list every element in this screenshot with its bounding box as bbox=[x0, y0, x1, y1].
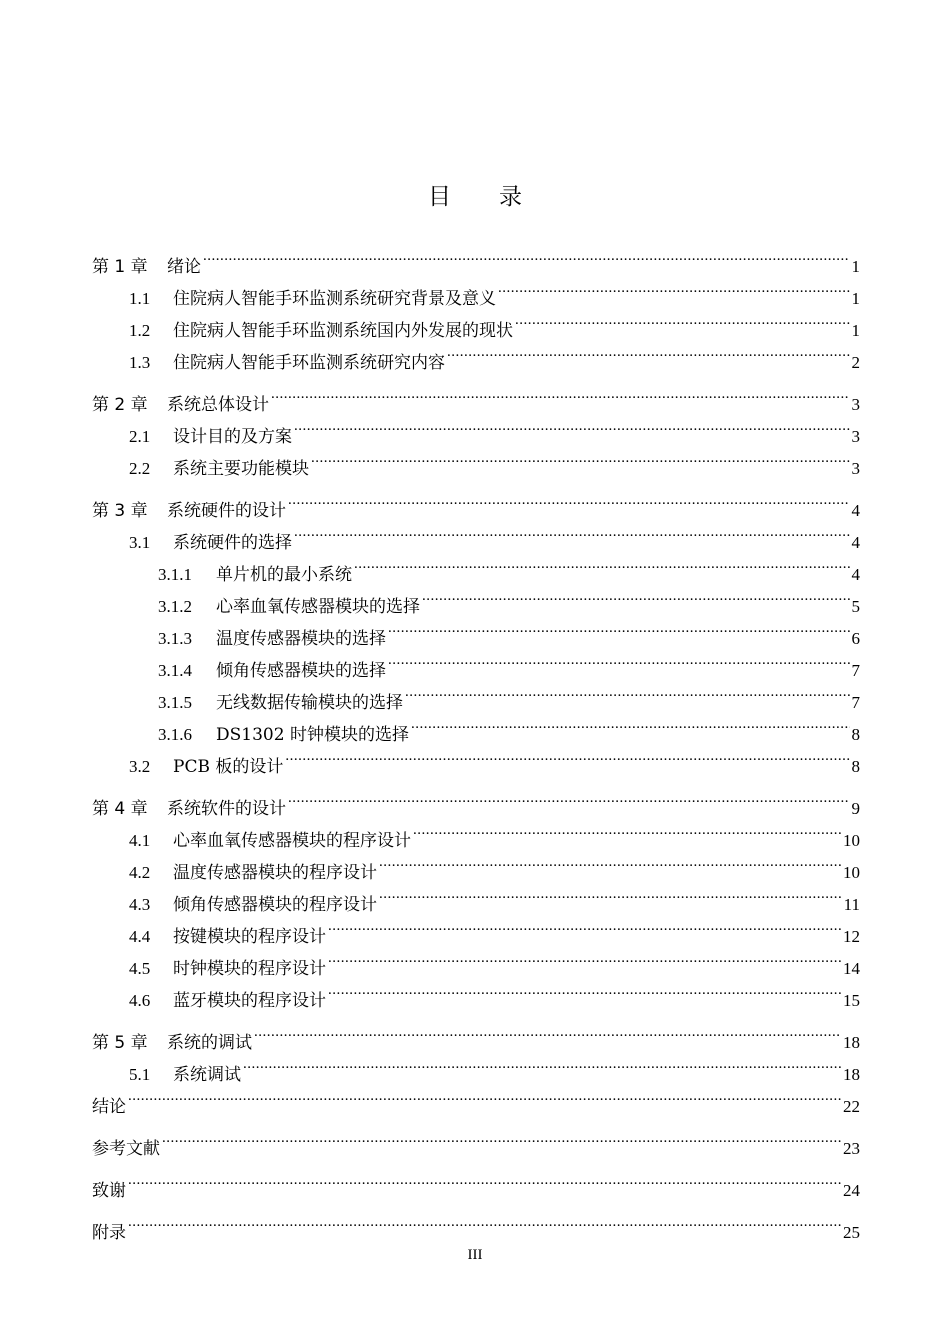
toc-entry-number: 4.4 bbox=[129, 927, 151, 946]
toc-entry-number: 3.1.4 bbox=[158, 661, 192, 680]
toc-entry-page: 15 bbox=[843, 991, 860, 1010]
toc-entry-title: 系统的调试 bbox=[167, 1033, 252, 1053]
toc-dot-leader bbox=[405, 676, 850, 708]
toc-entry-title: 系统总体设计 bbox=[167, 395, 269, 415]
toc-entry-number: 第 5 章 bbox=[92, 1033, 148, 1053]
toc-entry-title: 系统软件的设计 bbox=[167, 799, 286, 819]
toc-entry[interactable] bbox=[92, 846, 860, 883]
toc-entry-title: 倾角传感器模块的选择 bbox=[216, 661, 386, 681]
toc-dot-leader bbox=[422, 580, 850, 612]
toc-entry-title: 温度传感器模块的程序设计 bbox=[173, 863, 377, 883]
toc-entry-number: 3.1.3 bbox=[158, 629, 192, 648]
toc-entry-number: 1.1 bbox=[129, 289, 151, 308]
toc-dot-leader bbox=[413, 814, 841, 846]
toc-entry-number: 第 1 章 bbox=[92, 257, 148, 277]
toc-dot-leader bbox=[354, 548, 850, 580]
toc-entry-page: 2 bbox=[851, 353, 860, 372]
toc-entry-page: 3 bbox=[851, 427, 860, 446]
page-title-char-1: 目 bbox=[428, 184, 451, 210]
toc-dot-leader bbox=[162, 1122, 841, 1154]
toc-dot-leader bbox=[328, 974, 841, 1006]
toc-entry-number: 1.2 bbox=[129, 321, 151, 340]
toc-entry[interactable] bbox=[92, 1016, 860, 1053]
toc-entry-title: 系统硬件的设计 bbox=[167, 501, 286, 521]
toc-dot-leader bbox=[285, 740, 849, 772]
toc-entry-title: 系统主要功能模块 bbox=[173, 459, 309, 479]
toc-entry-page: 3 bbox=[851, 459, 860, 478]
toc-entry-title: 时钟模块的程序设计 bbox=[173, 959, 326, 979]
toc-entry[interactable] bbox=[92, 612, 860, 649]
toc-dot-leader bbox=[128, 1206, 841, 1238]
toc-dot-leader bbox=[328, 910, 841, 942]
toc-entry-page: 8 bbox=[851, 757, 860, 776]
toc-entry-title: 附录 bbox=[92, 1223, 126, 1243]
toc-entry-title: 系统硬件的选择 bbox=[173, 533, 292, 553]
toc-entry-page: 25 bbox=[843, 1223, 860, 1242]
toc-entry[interactable] bbox=[92, 814, 860, 851]
toc-entry[interactable] bbox=[92, 1206, 860, 1243]
toc-entry-title: 蓝牙模块的程序设计 bbox=[173, 991, 326, 1011]
toc-entry[interactable] bbox=[92, 974, 860, 1011]
toc-dot-leader bbox=[128, 1164, 841, 1196]
toc-entry-page: 10 bbox=[843, 831, 860, 850]
toc-dot-leader bbox=[294, 410, 850, 442]
toc-dot-leader bbox=[311, 442, 850, 474]
toc-entry[interactable] bbox=[92, 484, 860, 521]
toc-entry-title: 住院病人智能手环监测系统研究背景及意义 bbox=[173, 289, 496, 309]
toc-entry-title: 设计目的及方案 bbox=[173, 427, 292, 447]
toc-entry[interactable] bbox=[92, 378, 860, 415]
toc-entry-page: 14 bbox=[843, 959, 860, 978]
toc-dot-leader bbox=[288, 782, 850, 814]
toc-entry-page: 1 bbox=[851, 289, 860, 308]
toc-entry[interactable] bbox=[92, 942, 860, 979]
toc-entry[interactable] bbox=[92, 910, 860, 947]
toc-entry-number: 4.6 bbox=[129, 991, 151, 1010]
toc-entry-title: 无线数据传输模块的选择 bbox=[216, 693, 403, 713]
toc-entry[interactable] bbox=[92, 272, 860, 309]
toc-entry-number: 5.1 bbox=[129, 1065, 151, 1084]
toc-entry-number: 4.1 bbox=[129, 831, 151, 850]
toc-dot-leader bbox=[128, 1080, 841, 1112]
page-title bbox=[0, 178, 950, 211]
toc-entry-page: 23 bbox=[843, 1139, 860, 1158]
toc-entry[interactable] bbox=[92, 580, 860, 617]
toc-entry-page: 12 bbox=[843, 927, 860, 946]
toc-entry[interactable] bbox=[92, 1164, 860, 1201]
toc-entry-page: 1 bbox=[851, 257, 860, 276]
toc-entry-title: 倾角传感器模块的程序设计 bbox=[173, 895, 377, 915]
toc-entry[interactable] bbox=[92, 878, 860, 915]
toc-entry-title: 住院病人智能手环监测系统国内外发展的现状 bbox=[173, 321, 513, 341]
toc-entry-page: 22 bbox=[843, 1097, 860, 1116]
toc-dot-leader bbox=[203, 240, 850, 272]
toc-dot-leader bbox=[515, 304, 850, 336]
toc-entry-number: 2.1 bbox=[129, 427, 151, 446]
toc-entry-number: 4.3 bbox=[129, 895, 151, 914]
toc-dot-leader bbox=[294, 516, 850, 548]
toc-entry-number: 4.2 bbox=[129, 863, 151, 882]
toc-entry-page: 10 bbox=[843, 863, 860, 882]
toc-entry-number: 3.2 bbox=[129, 757, 151, 776]
toc-entry-page: 9 bbox=[851, 799, 860, 818]
toc-entry-title: 心率血氧传感器模块的程序设计 bbox=[173, 831, 411, 851]
toc-entry-page: 5 bbox=[851, 597, 860, 616]
toc-entry-title: PCB 板的设计 bbox=[173, 757, 284, 777]
toc-entry-title: 结论 bbox=[92, 1097, 126, 1117]
toc-entry-title: DS1302 时钟模块的选择 bbox=[216, 725, 409, 745]
toc-entry-title: 心率血氧传感器模块的选择 bbox=[216, 597, 420, 617]
toc-entry-page: 7 bbox=[851, 661, 860, 680]
toc-dot-leader bbox=[498, 272, 850, 304]
toc-dot-leader bbox=[379, 846, 841, 878]
toc-entry-page: 18 bbox=[843, 1033, 860, 1052]
toc-entry-title: 温度传感器模块的选择 bbox=[216, 629, 386, 649]
toc-dot-leader bbox=[271, 378, 850, 410]
toc-entry-title: 系统调试 bbox=[173, 1065, 241, 1085]
toc-entry-page: 4 bbox=[851, 533, 860, 552]
toc-entry-page: 6 bbox=[851, 629, 860, 648]
toc-entry-title: 绪论 bbox=[167, 257, 201, 277]
toc-entry-page: 4 bbox=[851, 501, 860, 520]
page-footer-number: III bbox=[467, 1247, 483, 1263]
toc-entry-number: 1.3 bbox=[129, 353, 151, 372]
toc-entry-page: 8 bbox=[851, 725, 860, 744]
toc-entry[interactable] bbox=[92, 516, 860, 553]
toc-entry[interactable] bbox=[92, 740, 860, 777]
toc-dot-leader bbox=[388, 644, 850, 676]
toc-dot-leader bbox=[254, 1016, 841, 1048]
toc-entry[interactable] bbox=[92, 708, 860, 745]
toc-entry-title: 住院病人智能手环监测系统研究内容 bbox=[173, 353, 445, 373]
toc-entry-page: 7 bbox=[851, 693, 860, 712]
toc-entry-number: 3.1.6 bbox=[158, 725, 192, 744]
toc-entry-number: 3.1.1 bbox=[158, 565, 192, 584]
page-title-char-2: 录 bbox=[499, 184, 522, 210]
toc-entry[interactable] bbox=[92, 1122, 860, 1159]
toc-entry-number: 2.2 bbox=[129, 459, 151, 478]
toc-entry-number: 第 4 章 bbox=[92, 799, 148, 819]
toc-entry-number: 第 3 章 bbox=[92, 501, 148, 521]
toc-dot-leader bbox=[328, 942, 841, 974]
toc-entry-title: 致谢 bbox=[92, 1181, 126, 1201]
toc-entry-page: 4 bbox=[851, 565, 860, 584]
toc-entry-title: 按键模块的程序设计 bbox=[173, 927, 326, 947]
toc-entry-number: 3.1.2 bbox=[158, 597, 192, 616]
toc-entry[interactable] bbox=[92, 1080, 860, 1117]
toc-entry-number: 第 2 章 bbox=[92, 395, 148, 415]
toc-entry-page: 11 bbox=[843, 895, 860, 914]
toc-entry-page: 3 bbox=[851, 395, 860, 414]
table-of-contents bbox=[92, 240, 860, 1243]
toc-entry-page: 1 bbox=[851, 321, 860, 340]
toc-entry-number: 4.5 bbox=[129, 959, 151, 978]
toc-entry[interactable] bbox=[92, 676, 860, 713]
toc-dot-leader bbox=[379, 878, 842, 910]
toc-entry-title: 单片机的最小系统 bbox=[216, 565, 352, 585]
toc-entry[interactable] bbox=[92, 336, 860, 373]
toc-entry[interactable] bbox=[92, 304, 860, 341]
toc-entry[interactable] bbox=[92, 782, 860, 819]
toc-dot-leader bbox=[243, 1048, 841, 1080]
toc-entry-page: 18 bbox=[843, 1065, 860, 1084]
toc-dot-leader bbox=[447, 336, 850, 368]
toc-entry[interactable] bbox=[92, 1048, 860, 1085]
toc-entry-number: 3.1.5 bbox=[158, 693, 192, 712]
toc-entry[interactable] bbox=[92, 644, 860, 681]
toc-dot-leader bbox=[411, 708, 850, 740]
toc-entry[interactable] bbox=[92, 442, 860, 479]
toc-entry-number: 3.1 bbox=[129, 533, 151, 552]
toc-entry[interactable] bbox=[92, 410, 860, 447]
toc-entry-title: 参考文献 bbox=[92, 1139, 160, 1159]
toc-dot-leader bbox=[388, 612, 850, 644]
toc-dot-leader bbox=[288, 484, 850, 516]
toc-entry-page: 24 bbox=[843, 1181, 860, 1200]
toc-entry[interactable] bbox=[92, 548, 860, 585]
toc-entry[interactable] bbox=[92, 240, 860, 277]
